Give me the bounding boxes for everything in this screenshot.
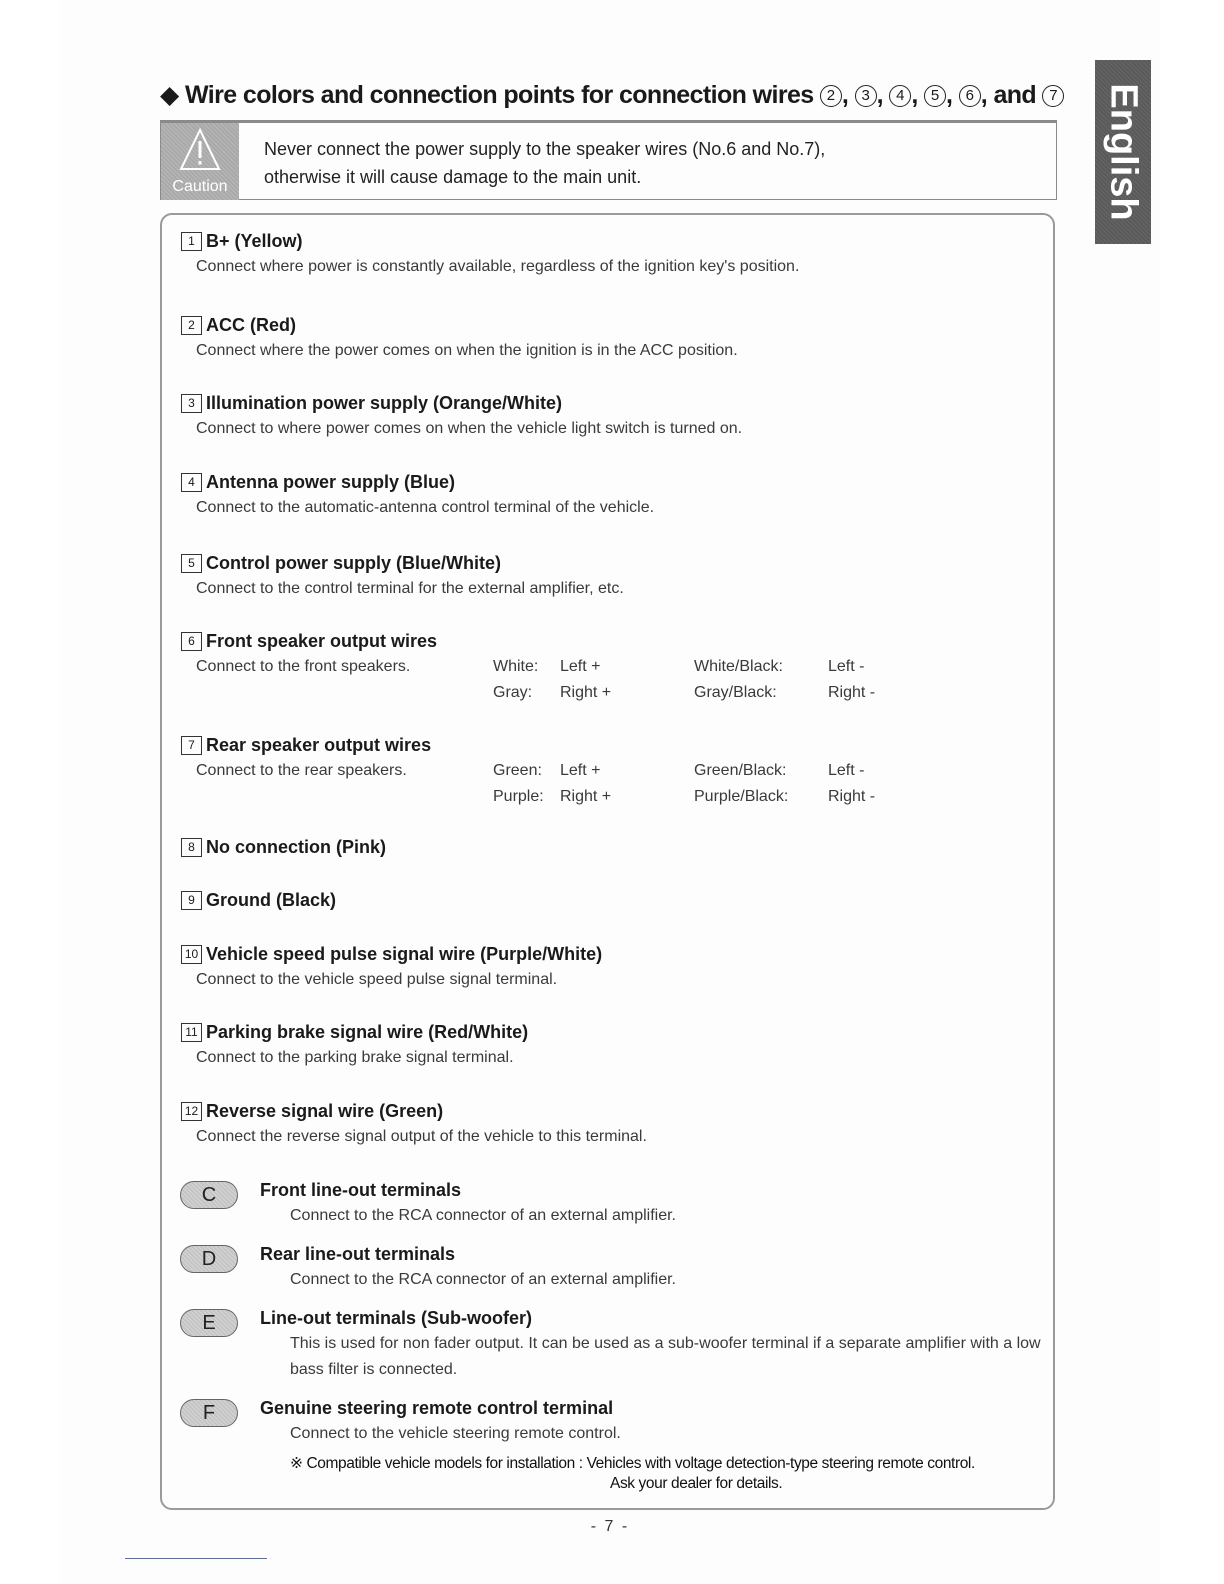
diamond-bullet-icon: ◆ (160, 81, 179, 109)
wire-item (181, 941, 1051, 993)
circled-number: 5 (924, 85, 946, 107)
wire-description: Connect to where power comes on when the vehicle light switch is turned on. (196, 420, 743, 437)
wire-number: 3 (181, 394, 202, 413)
warning-triangle-icon (178, 127, 222, 173)
terminal-description: This is used for non fader output. It can be used as a sub-woofer terminal if a separate amplifier with a low bass filter is connected. (290, 1335, 1041, 1378)
speaker-row (181, 758, 1051, 784)
wire-number: 1 (181, 232, 202, 251)
terminal-title: Rear line-out terminals (260, 1244, 456, 1264)
wire-color: Green/Black: (694, 762, 787, 779)
wire-color: White/Black: (694, 658, 783, 675)
wire-title: Control power supply (Blue/White) (206, 553, 501, 573)
wire-title: Parking brake signal wire (Red/White) (206, 1022, 529, 1042)
circled-number: 4 (889, 85, 911, 107)
wire-channel: Left - (828, 762, 865, 779)
wire-title: Front speaker output wires (206, 631, 438, 651)
compatibility-note (290, 1454, 1050, 1494)
language-tab (1095, 60, 1151, 244)
wire-description: Connect to the vehicle speed pulse signal terminal. (196, 971, 558, 988)
wire-number: 10 (181, 945, 202, 964)
caution-line: otherwise it will cause damage to the main unit. (264, 167, 642, 187)
wire-number: 6 (181, 632, 202, 651)
wire-color: Gray/Black: (694, 684, 777, 701)
terminal-title: Line-out terminals (Sub-woofer) (260, 1308, 532, 1328)
wire-item (181, 312, 1051, 364)
heading-text: Wire colors and connection points for connection wires (185, 81, 814, 109)
wire-number: 7 (181, 736, 202, 755)
wire-channel: Left + (560, 658, 601, 675)
wire-item (181, 228, 1051, 280)
wire-title: Rear speaker output wires (206, 735, 432, 755)
heading-and: and (993, 81, 1037, 109)
terminal-description: Connect to the RCA connector of an external amplifier. (290, 1271, 676, 1288)
wire-title: Ground (Black) (206, 890, 337, 910)
wire-number: 8 (181, 838, 202, 857)
caution-text (264, 135, 825, 191)
circled-number: 2 (820, 85, 842, 107)
wire-number: 12 (181, 1102, 202, 1121)
speaker-row (181, 654, 1051, 680)
terminal-letter: C (180, 1181, 238, 1209)
wire-item (181, 1098, 1051, 1150)
wire-color: Green: (493, 762, 542, 779)
wire-description: Connect where power is constantly available, regardless of the ignition key's position. (196, 258, 800, 275)
terminal-title: Genuine steering remote control terminal (260, 1398, 614, 1418)
wire-channel: Right + (560, 788, 612, 805)
wire-title: Antenna power supply (Blue) (206, 472, 456, 492)
section-heading: ◆ Wire colors and connection points for connection wires 2 , 3 , 4 , 5 , 6 , and 7 (160, 80, 1060, 120)
footer-rule (125, 1558, 267, 1559)
wire-title: B+ (Yellow) (206, 231, 303, 251)
wire-description: Connect to the automatic-antenna control terminal of the vehicle. (196, 499, 655, 516)
wire-number: 9 (181, 891, 202, 910)
note-line: Ask your dealer for details. (610, 1475, 783, 1492)
wire-title: Reverse signal wire (Green) (206, 1101, 444, 1121)
wire-color: Purple/Black: (694, 788, 789, 805)
wire-description: Connect to the rear speakers. (196, 762, 407, 779)
wire-number: 5 (181, 554, 202, 573)
wire-title: Vehicle speed pulse signal wire (Purple/White) (206, 944, 603, 964)
wire-item (181, 1019, 1051, 1071)
circled-number: 3 (855, 85, 877, 107)
caution-box (160, 120, 1057, 200)
wire-description: Connect to the front speakers. (196, 658, 411, 675)
wire-color: Purple: (493, 788, 544, 805)
wire-item (181, 469, 1051, 521)
note-line: ※ Compatible vehicle models for installation : Vehicles with voltage detection-type steering remote control. (290, 1455, 975, 1472)
wire-item (181, 390, 1051, 442)
wire-description: Connect the reverse signal output of the vehicle to this terminal. (196, 1128, 647, 1145)
wire-item (181, 887, 1051, 913)
wire-color: Gray: (493, 684, 533, 701)
caution-label: Caution (172, 178, 228, 195)
speaker-row (181, 784, 1051, 810)
wire-channel: Left - (828, 658, 865, 675)
wire-description: Connect to the control terminal for the external amplifier, etc. (196, 580, 624, 597)
caution-badge (161, 123, 239, 200)
wire-channel: Right - (828, 788, 876, 805)
terminal-letter: D (180, 1245, 238, 1273)
language-tab-label: English (1102, 83, 1145, 221)
caution-line: Never connect the power supply to the speaker wires (No.6 and No.7), (264, 139, 826, 159)
wire-number: 4 (181, 473, 202, 492)
wire-title: No connection (Pink) (206, 837, 386, 857)
wire-title: Illumination power supply (Orange/White) (206, 393, 563, 413)
speaker-row (181, 680, 1051, 706)
wire-title: ACC (Red) (206, 315, 296, 335)
circled-number: 7 (1042, 85, 1064, 107)
circled-number: 6 (959, 85, 981, 107)
wire-item (181, 732, 1051, 810)
terminal-description: Connect to the RCA connector of an external amplifier. (290, 1207, 676, 1224)
wire-item (181, 834, 1051, 860)
wire-description: Connect to the parking brake signal terminal. (196, 1049, 514, 1066)
page-number: - 7 - (590, 1518, 630, 1535)
wire-color: White: (493, 658, 539, 675)
wire-channel: Right + (560, 684, 612, 701)
terminal-letter: E (180, 1309, 238, 1337)
wire-description: Connect where the power comes on when the ignition is in the ACC position. (196, 342, 738, 359)
wire-item (181, 550, 1051, 602)
terminal-description: Connect to the vehicle steering remote control. (290, 1425, 621, 1442)
terminal-title: Front line-out terminals (260, 1180, 462, 1200)
wire-item (181, 628, 1051, 706)
wire-channel: Right - (828, 684, 876, 701)
terminal-letter: F (180, 1399, 238, 1427)
wire-channel: Left + (560, 762, 601, 779)
wire-number: 11 (181, 1023, 202, 1042)
wire-number: 2 (181, 316, 202, 335)
